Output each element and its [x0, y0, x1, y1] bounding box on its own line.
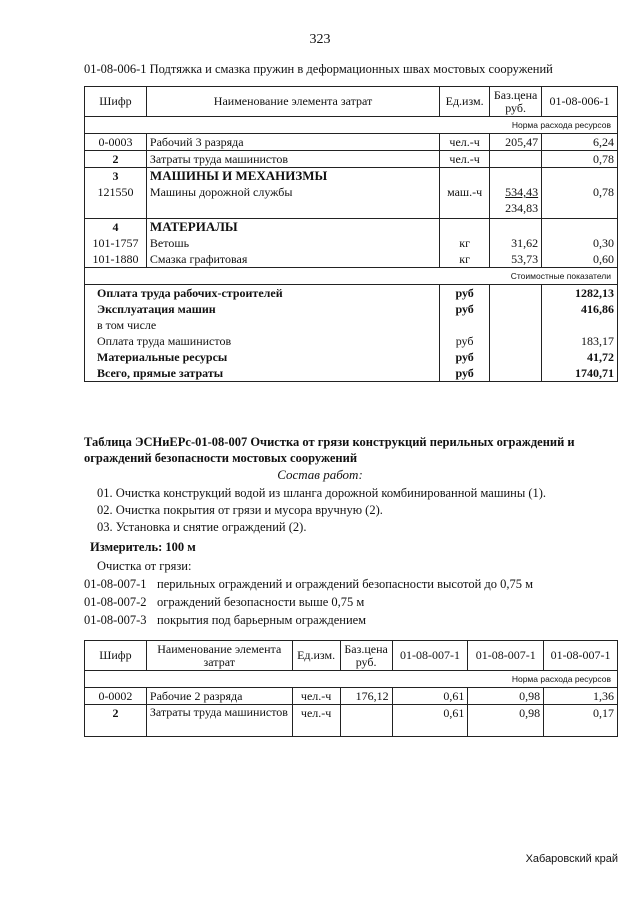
cost-name: Всего, прямые затраты [85, 365, 440, 382]
row-price: 205,47 [490, 134, 542, 151]
table-row [85, 134, 618, 151]
header-price: Баз.цена руб. [340, 641, 392, 671]
row-price [340, 705, 392, 737]
table-row [85, 168, 618, 185]
item-text: ограждений безопасности выше 0,75 м [157, 595, 365, 609]
cost-name: Оплата труда рабочих-строителей [85, 284, 440, 301]
item-code: 01-08-007-1 [84, 577, 147, 591]
footer-region: Хабаровский край [525, 853, 618, 865]
row-price: 176,12 [340, 688, 392, 705]
header-name: Наименование элемента затрат [146, 641, 292, 671]
cost-unit: руб [440, 301, 490, 317]
norm-caption: Норма расхода ресурсов [85, 671, 618, 688]
cost-caption-row [85, 267, 618, 284]
row-name: Рабочий 3 разряда [146, 134, 439, 151]
page-number: 323 [309, 32, 331, 47]
cleaning-label: Очистка от грязи: [97, 559, 192, 573]
table-header-row [85, 641, 618, 671]
table-row [85, 705, 618, 737]
cost-value: 183,17 [542, 333, 618, 349]
header-norm: 01-08-007-1 [392, 641, 468, 671]
row-name: МАТЕРИАЛЫ [146, 218, 439, 235]
row-unit: чел.-ч [440, 151, 490, 168]
cost-row [85, 317, 618, 333]
measure-unit: Измеритель: 100 м [90, 540, 196, 554]
work-item: 03. Установка и снятие ограждений (2). [97, 520, 307, 534]
row-value: 0,78 [542, 184, 618, 218]
cost-row [85, 284, 618, 301]
table-row [85, 251, 618, 268]
row-value: 0,61 [392, 688, 468, 705]
row-value: 0,98 [468, 688, 544, 705]
cost-name: Эксплуатация машин [85, 301, 440, 317]
item-code: 01-08-007-3 [84, 613, 147, 627]
cost-value: 1282,13 [542, 284, 618, 301]
item-code: 01-08-007-2 [84, 595, 147, 609]
row-code: 0-0002 [85, 688, 147, 705]
row-price [490, 151, 542, 168]
header-price: Баз.цена руб. [490, 87, 542, 117]
row-value: 6,24 [542, 134, 618, 151]
row-price: 31,62 [490, 235, 542, 251]
header-norm: 01-08-007-1 [544, 641, 618, 671]
row-name: МАШИНЫ И МЕХАНИЗМЫ [146, 168, 439, 185]
row-name: Рабочие 2 разряда [146, 688, 292, 705]
cost-name: Оплата труда машинистов [85, 333, 440, 349]
work-item: 01. Очистка конструкций водой из шланга дорожной комбинированной машины (1). [97, 486, 547, 500]
composition-label: Состав работ: [277, 467, 363, 482]
row-value: 0,78 [542, 151, 618, 168]
row-name: Затраты труда машинистов [146, 705, 292, 737]
cost-unit: руб [440, 365, 490, 382]
norm-caption-row [85, 117, 618, 134]
header-norm: 01-08-007-1 [468, 641, 544, 671]
cost-caption: Стоимостные показатели [85, 267, 618, 284]
row-unit: чел.-ч [292, 688, 340, 705]
row-name: Затраты труда машинистов [146, 151, 439, 168]
row-code: 2 [85, 151, 147, 168]
row-name: Смазка графитовая [146, 251, 439, 268]
row-value: 0,30 [542, 235, 618, 251]
cost-row [85, 365, 618, 382]
cost-name: Материальные ресурсы [85, 349, 440, 365]
row-name: Машины дорожной службы [146, 184, 439, 218]
table-header-row [85, 87, 618, 117]
resource-table-01-08-007 [84, 640, 618, 737]
row-code: 2 [85, 705, 147, 737]
table-row [85, 688, 618, 705]
row-code: 3 [85, 168, 147, 185]
row-value: 0,98 [468, 705, 544, 737]
row-value: 0,60 [542, 251, 618, 268]
table2-title: Таблица ЭСНиЕРс-01-08-007 Очистка от грязи конструкций перильных ограждений и ограждений безопасности мостовых сооружений [84, 435, 575, 465]
header-unit: Ед.изм. [292, 641, 340, 671]
item-text: покрытия под барьерным ограждением [157, 613, 367, 627]
row-code: 0-0003 [85, 134, 147, 151]
cost-name: в том числе [85, 317, 440, 333]
norm-caption: Норма расхода ресурсов [85, 117, 618, 134]
row-unit: чел.-ч [440, 134, 490, 151]
row-code: 4 [85, 218, 147, 235]
header-name: Наименование элемента затрат [146, 87, 439, 117]
row-code: 121550 [85, 184, 147, 218]
row-value: 1,36 [544, 688, 618, 705]
row-price: 53,73 [490, 251, 542, 268]
header-code: Шифр [85, 87, 147, 117]
row-unit: маш.-ч [440, 184, 490, 218]
cost-value: 41,72 [542, 349, 618, 365]
cost-row [85, 301, 618, 317]
header-code: Шифр [85, 641, 147, 671]
cost-unit: руб [440, 333, 490, 349]
cost-unit: руб [440, 349, 490, 365]
cost-row [85, 349, 618, 365]
table-row [85, 184, 618, 218]
header-unit: Ед.изм. [440, 87, 490, 117]
work-item: 02. Очистка покрытия от грязи и мусора вручную (2). [97, 503, 383, 517]
resource-table-01-08-006 [84, 86, 618, 382]
cost-value: 1740,71 [542, 365, 618, 382]
table1-title: 01-08-006-1 Подтяжка и смазка пружин в деформационных швах мостовых сооружений [84, 62, 553, 76]
row-code: 101-1880 [85, 251, 147, 268]
row-code: 101-1757 [85, 235, 147, 251]
norm-caption-row [85, 671, 618, 688]
table-row [85, 218, 618, 235]
table-row [85, 151, 618, 168]
row-unit: кг [440, 251, 490, 268]
cost-unit: руб [440, 284, 490, 301]
row-price: 534,43 234,83 [490, 184, 542, 218]
row-value: 0,17 [544, 705, 618, 737]
header-norm: 01-08-006-1 [542, 87, 618, 117]
item-text: перильных ограждений и ограждений безопасности высотой до 0,75 м [157, 577, 534, 591]
table-row [85, 235, 618, 251]
row-name: Ветошь [146, 235, 439, 251]
cost-value: 416,86 [542, 301, 618, 317]
cost-row [85, 333, 618, 349]
row-value: 0,61 [392, 705, 468, 737]
row-unit: кг [440, 235, 490, 251]
row-unit: чел.-ч [292, 705, 340, 737]
